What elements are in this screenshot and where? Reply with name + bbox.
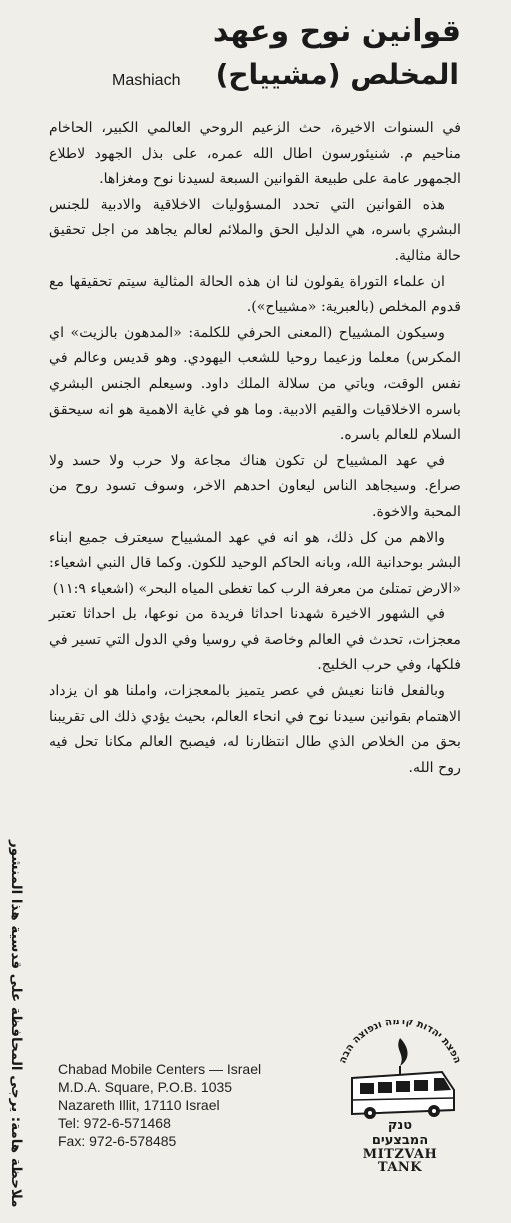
logo-hebrew-line: טנק — [387, 1118, 413, 1133]
logo-hebrew-line: המבצעים — [371, 1133, 429, 1148]
paragraph: في السنوات الاخيرة، حث الزعيم الروحي العالمي الكبير، الحاخام مناحيم م. شنيئورسون اطال الله عمره، على بذل الجهود لاطلاع الجمهور عامة على طبيعة القوانين السبعة لسيدنا نوح ومغزاها. — [49, 120, 461, 188]
address-line: Nazareth Illit, 17110 Israel — [58, 1097, 220, 1113]
paragraph: وسيكون المشيياح (المعنى الحرفي للكلمة: «المدهون بالزيت» اي المكرس) معلما وزعيما روحيا للشعب اليهودي. وهو قديس وعالم في نفس الوقت، وياتي من سلالة الملك داود. وسيعلم الجنس البشري باسره الاخلاقيات والقيم الادبية. وما هو في غاية الاهمية هو انه سيحقق السلام للعالم باسره. — [49, 324, 461, 444]
address-block — [58, 1060, 261, 1150]
address-line: M.D.A. Square, P.O.B. 1035 — [58, 1079, 233, 1095]
address-line: Chabad Mobile Centers — Israel — [58, 1061, 262, 1077]
paragraph: ان علماء التوراة يقولون لنا ان هذه الحالة المثالية سيتم تحقيقها مع قدوم المخلص (بالعبرية: «مشيياح»). — [49, 273, 461, 316]
paragraph: هذه القوانين التي تحدد المسؤوليات الاخلاقية والادبية للجنس البشري باسره، هي الدليل الحق والملائم لعالم يجاهد من اجل تحقيق حالة مثالية. — [49, 196, 461, 264]
fax-line: Fax: 972-6-578485 — [58, 1133, 177, 1149]
logo-arc-text: הפצת יהדות קדמה ונפוצה הבה — [337, 1020, 463, 1066]
logo-english-line: TANK — [377, 1160, 423, 1175]
logo-english-text — [336, 1148, 464, 1174]
side-note: ملاحظة هامة: يرجى المحافظة على قدسية هذا المنشور — [8, 840, 24, 1208]
title-line-1: قوانين نوح وعهد — [212, 14, 461, 49]
phone-line: Tel: 972-6-571468 — [58, 1115, 171, 1131]
article-body — [49, 116, 461, 781]
paragraph: والاهم من كل ذلك، هو انه في عهد المشيياح سيعترف جميع ابناء البشر بوحدانية الله، وبانه الحاكم الوحيد للكون. وكما قال النبي اشعياء: «الارض تمتلئ من معرفة الرب كما تغطى المياه البحر» (اشعياء ١١:٩) — [49, 529, 461, 597]
tank-bus-icon — [330, 1020, 470, 1120]
title-line-2: المخلص (مشيياح) — [215, 58, 459, 91]
logo-hebrew-text — [336, 1118, 464, 1148]
logo-english-line: MITZVAH — [362, 1147, 438, 1162]
title-latin: Mashiach — [112, 72, 181, 89]
paragraph: في عهد المشيياح لن تكون هناك مجاعة ولا حرب ولا حسد ولا صراع. وسيجاهد الناس ليعاون احدهم الاخر، وسوف تسود روح من المحبة والاخوة. — [49, 452, 461, 520]
mitzvah-tank-logo — [330, 1020, 470, 1180]
paragraph: في الشهور الاخيرة شهدنا احداثا فريدة من نوعها، بل احداثا تعتبر معجزات، تحدث في العالم وخاصة في روسيا وفي الدول التي تسير في فلكها، وفي حرب الخليج. — [49, 606, 461, 674]
paragraph: وبالفعل فاننا نعيش في عصر يتميز بالمعجزات، واملنا هو ان يزداد الاهتمام بقوانين سيدنا نوح في انحاء العالم، بحيث يؤدي ذلك الى تقريبنا بحق من الخلاص الذي طال انتظارنا له، فيصبح العالم مكانا تحل فيه روح الله. — [49, 683, 461, 776]
